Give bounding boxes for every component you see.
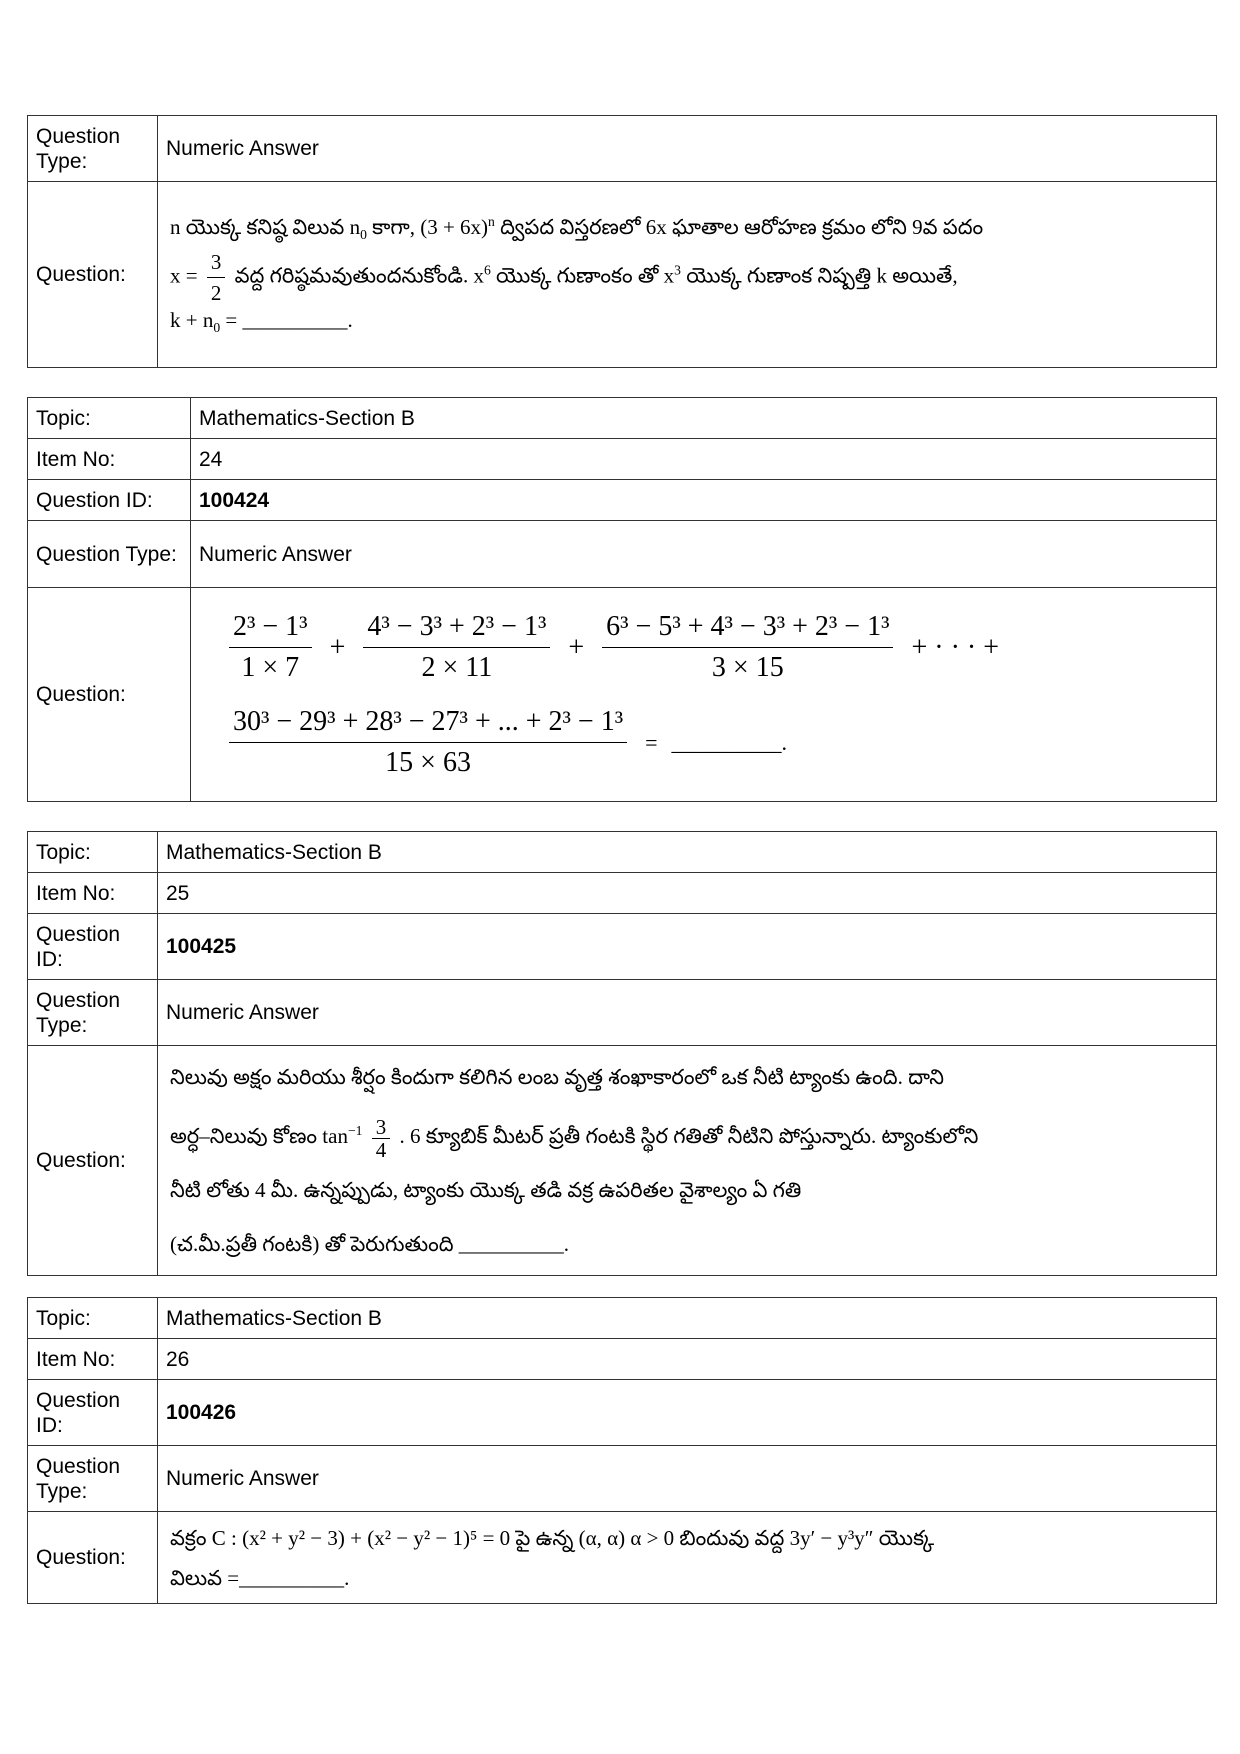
item-no-value: 24 [191, 439, 1217, 480]
fraction-three-halves: $\frac{3}{2}$ [207, 247, 226, 308]
item-no-value: 25 [158, 873, 1217, 914]
question-id-label: Question ID: [28, 480, 191, 521]
question-line-1: n యొక్క కనిష్ఠ విలువ $n_0$ కాగా, $(3 + 6x)^n$ ద్విపద విస్తరణలో 6x ఘాతాల ఆరోహణ క్రమం లోని 9వ పదం [170, 213, 984, 242]
series-line-2: $\frac{\text{30³ − 29³ + 28³ − 27³ + ... + 2³ − 1³}}{15 \times 63}$ = __________. [225, 702, 1196, 783]
question-table-25 [27, 831, 1217, 1276]
series-term-last: $\frac{\text{30³ − 29³ + 28³ − 27³ + ... + 2³ − 1³}}{15 \times 63}$ [229, 702, 627, 783]
question-type-label: Question Type: [28, 521, 191, 588]
question-body [158, 1512, 1217, 1604]
question-table-24 [27, 397, 1217, 802]
question-type-value: Numeric Answer [158, 1446, 1217, 1512]
series-term-1: $\frac{\text{2³ − 1³}}{1 \times 7}$ [229, 607, 312, 688]
answer-blank: __________. [671, 729, 788, 755]
question-label: Question: [28, 588, 191, 802]
question-line-1: నిలువు అక్షం మరియు శీర్షం కిందుగా కలిగిన లంబ వృత్త శంఖాకారంలో ఒక నీటి ట్యాంకు ఉంది. దాని [170, 1065, 945, 1089]
question-body [158, 182, 1217, 368]
question-line-3: నీటి లోతు 4 మీ. ఉన్నప్పుడు, ట్యాంకు యొక్క తడి వక్ర ఉపరితల వైశాల్యం ఏ గతి [170, 1178, 802, 1202]
item-no-label: Item No: [28, 1339, 158, 1380]
question-line-2: x = $\frac{3}{2}$ వద్ద గరిష్ఠమవుతుందనుకోండి. $x^6$ యొక్క గుణాంకం తో $x^3$ యొక్క గుణాంక నిష్పత్తి k అయితే, [170, 247, 1204, 308]
question-body [191, 588, 1217, 802]
question-id-label: Question ID: [28, 1380, 158, 1446]
topic-value: Mathematics-Section B [158, 1298, 1217, 1339]
question-table-23-continued [27, 115, 1217, 368]
series-ellipsis: + · · · + [911, 631, 1000, 663]
topic-label: Topic: [28, 1298, 158, 1339]
series-term-2: $\frac{\text{4³ − 3³ + 2³ − 1³}}{2 \times 11}$ [363, 607, 550, 688]
question-line-4: (చ.మీ.ప్రతీ గంటకి) తో పెరుగుతుంది __________. [170, 1232, 570, 1256]
question-type-label: Question Type: [28, 116, 158, 182]
series-term-3: $\frac{\text{6³ − 5³ + 4³ − 3³ + 2³ − 1³}}{3 \times 15}$ [602, 607, 893, 688]
question-line-2: అర్ధ–నిలువు కోణం $\tan^{-1}$ $\frac{3}{4}$ . 6 క్యూబిక్ మీటర్ ప్రతీ గంటకి స్థిర గతితో నీటిని పోస్తున్నారు. ట్యాంకులోని [170, 1114, 979, 1162]
question-line-2: విలువ =__________. [170, 1565, 350, 1590]
question-type-value: Numeric Answer [158, 116, 1217, 182]
question-body [158, 1046, 1217, 1276]
item-no-value: 26 [158, 1339, 1217, 1380]
topic-value: Mathematics-Section B [158, 832, 1217, 873]
item-no-label: Item No: [28, 873, 158, 914]
topic-value: Mathematics-Section B [191, 398, 1217, 439]
question-type-value: Numeric Answer [158, 980, 1217, 1046]
topic-label: Topic: [28, 832, 158, 873]
question-line-3: $k + n_0$ = __________. [170, 308, 353, 336]
question-id-value: 100426 [158, 1380, 1217, 1446]
question-id-label: Question ID: [28, 914, 158, 980]
question-table-26 [27, 1297, 1217, 1604]
question-id-value: 100424 [191, 480, 1217, 521]
item-no-label: Item No: [28, 439, 191, 480]
question-label: Question: [28, 1046, 158, 1276]
question-label: Question: [28, 1512, 158, 1604]
topic-label: Topic: [28, 398, 191, 439]
fraction-three-quarters: $\frac{3}{4}$ [372, 1116, 391, 1161]
question-type-label: Question Type: [28, 980, 158, 1046]
question-id-value: 100425 [158, 914, 1217, 980]
question-type-value: Numeric Answer [191, 521, 1217, 588]
question-label: Question: [28, 182, 158, 368]
question-line-1: వక్రం C : (x² + y² − 3) + (x² − y² − 1)⁵ = 0 పై ఉన్న (α, α) α > 0 బిందువు వద్ద 3y′ − y³y″ యొక్క [170, 1525, 935, 1550]
series-line-1: $\frac{\text{2³ − 1³}}{1 \times 7}$ + $\frac{\text{4³ − 3³ + 2³ − 1³}}{2 \times 11}$ + $\frac{\text{6³ − 5³ + 4³ − 3³ + 2³ − 1³}}{3 \times 15}$ + · · · + [225, 607, 1196, 688]
question-type-label: Question Type: [28, 1446, 158, 1512]
